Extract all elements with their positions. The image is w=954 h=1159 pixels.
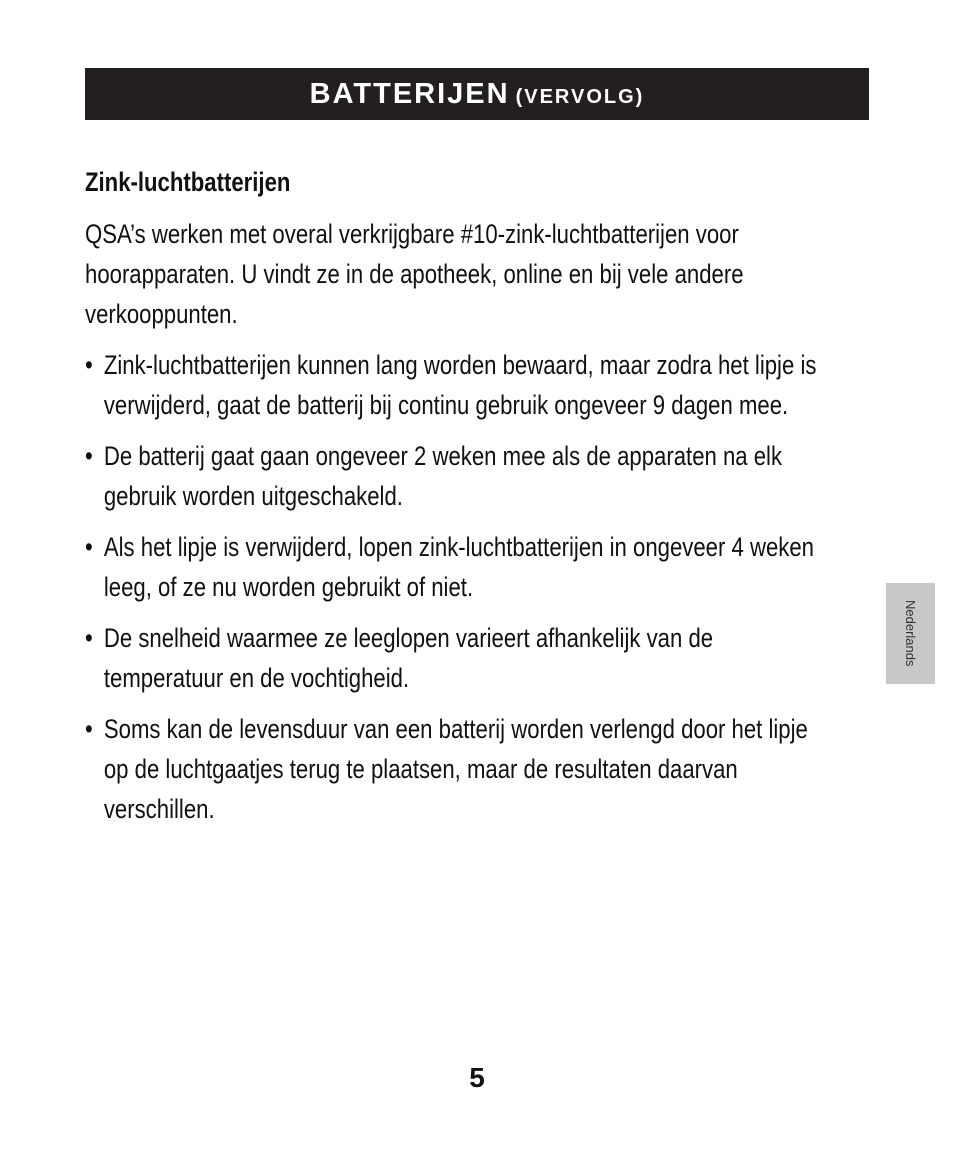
- section-heading: Zink-luchtbatterijen: [85, 167, 291, 197]
- header-title: BATTERIJEN (VERVOLG): [309, 77, 645, 110]
- list-item: [85, 527, 835, 607]
- bullet-text: Als het lipje is verwijderd, lopen zink-luchtbatterijen in ongeveer 4 weken leeg, of ze nu worden gebruikt of niet.: [103, 532, 814, 602]
- bullet-text: De snelheid waarmee ze leeglopen varieert afhankelijk van de temperatuur en de vochtigheid.: [103, 623, 714, 693]
- bullet-text: Zink-luchtbatterijen kunnen lang worden bewaard, maar zodra het lipje is verwijderd, gaat de batterij bij continu gebruik ongeveer 9 dagen mee.: [103, 350, 817, 420]
- bullet-dot: •: [85, 350, 93, 380]
- page-content: [85, 162, 817, 840]
- language-side-tab: [886, 583, 935, 684]
- bullet-text: De batterij gaat gaan ongeveer 2 weken mee als de apparaten na elk gebruik worden uitgeschakeld.: [103, 441, 783, 511]
- header-subtitle: (VERVOLG): [515, 85, 645, 108]
- bullet-dot: •: [85, 441, 93, 471]
- page-number: 5: [469, 1062, 485, 1093]
- list-item: [85, 618, 835, 698]
- list-item: [85, 436, 835, 516]
- language-label: Nederlands: [903, 600, 918, 667]
- bullet-dot: •: [85, 623, 93, 653]
- bullet-dot: •: [85, 532, 93, 562]
- list-item: [85, 345, 835, 425]
- bullet-list: [85, 345, 835, 829]
- list-item: [85, 709, 835, 829]
- bullet-text: Soms kan de levensduur van een batterij worden verlengd door het lipje op de luchtgaatjes terug te plaatsen, maar de resultaten daarvan verschillen.: [103, 714, 808, 824]
- section-header-bar: [85, 68, 869, 120]
- bullet-dot: •: [85, 714, 93, 744]
- intro-paragraph: QSA’s werken met overal verkrijgbare #10-zink-luchtbatterijen voor hoorapparaten. U vindt ze in de apotheek, online en bij vele andere verkooppunten.: [85, 219, 744, 329]
